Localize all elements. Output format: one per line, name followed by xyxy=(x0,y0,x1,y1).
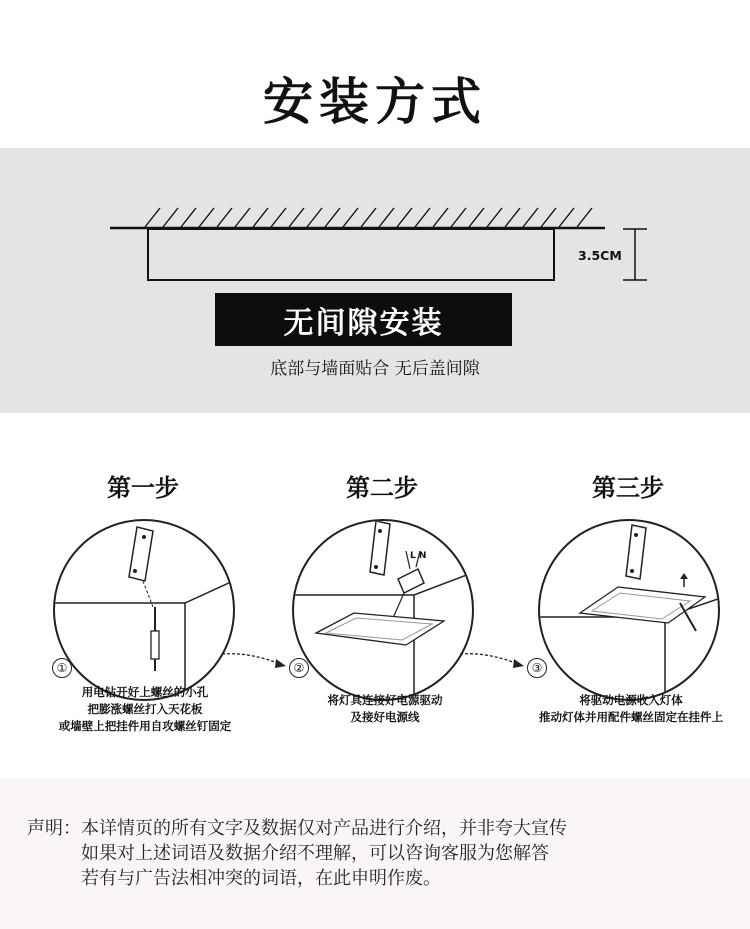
caption-line: 把膨涨螺丝打入天花板 xyxy=(87,702,203,716)
step-1-caption xyxy=(40,684,250,735)
step-2-number: ② xyxy=(289,658,309,678)
caption-line: 推动灯体并用配件螺丝固定在挂件上 xyxy=(539,710,723,724)
step-1-to-2-arrow xyxy=(220,650,290,672)
caption-line: 将灯具连接好电源驱动 xyxy=(327,693,443,707)
caption-line: 或墙壁上把挂件用自攻螺丝钉固定 xyxy=(58,719,232,733)
step-1-illustration xyxy=(53,519,235,701)
page-title: 安装方式 xyxy=(263,73,487,131)
caption-line: 用电钻开好上螺丝的小孔 xyxy=(81,685,209,699)
step-3-illustration xyxy=(538,519,720,701)
step-3-caption xyxy=(516,692,746,726)
step-2-illustration xyxy=(292,519,474,701)
step-2-caption xyxy=(290,692,480,726)
no-gap-badge: 无间隙安装 xyxy=(215,293,512,346)
no-gap-subtitle: 底部与墙面贴合 无后盖间隙 xyxy=(270,359,480,379)
ceiling-mount-diagram xyxy=(100,190,660,300)
step-3-number: ③ xyxy=(527,658,547,678)
height-label: 3.5CM xyxy=(578,248,622,263)
step-2-title: 第二步 xyxy=(346,474,418,502)
disclaimer-line: 声明：本详情页的所有文字及数据仅对产品进行介绍，并非夸大宣传 xyxy=(27,818,567,839)
disclaimer-line: 如果对上述词语及数据介绍不理解，可以咨询客服为您解答 xyxy=(81,843,549,864)
wire-labels: L N xyxy=(410,551,427,561)
disclaimer-line: 若有与广告法相冲突的词语，在此申明作废。 xyxy=(81,868,441,889)
caption-line: 及接好电源线 xyxy=(350,710,420,724)
step-1-title: 第一步 xyxy=(107,474,179,502)
step-3-title: 第三步 xyxy=(592,474,664,502)
step-1-number: ① xyxy=(52,658,72,678)
step-2-to-3-arrow xyxy=(458,650,528,672)
disclaimer-text xyxy=(27,816,567,891)
caption-line: 将驱动电源收入灯体 xyxy=(579,693,683,707)
